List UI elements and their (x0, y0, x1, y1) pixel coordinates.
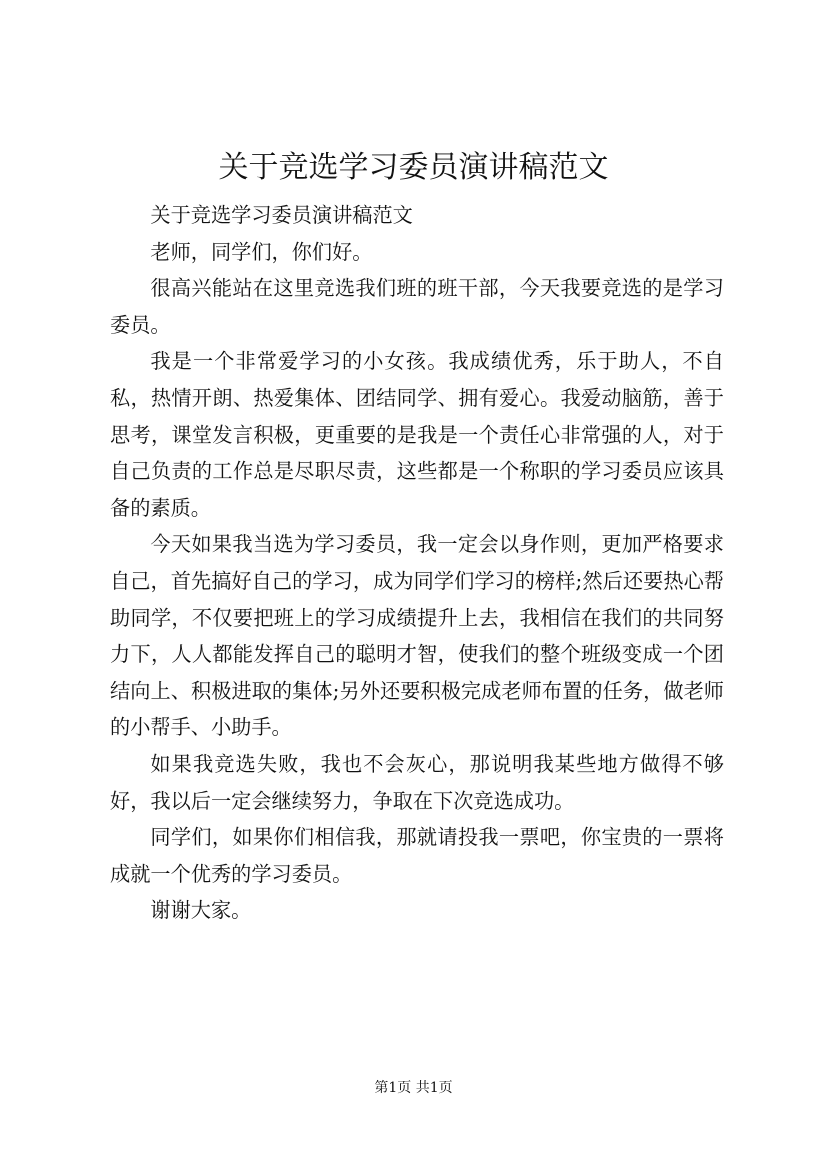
paragraph: 关于竞选学习委员演讲稿范文 (150, 203, 413, 227)
paragraph: 同学们，如果你们相信我，那就请投我一票吧，你宝贵的一票将成就一个优秀的学习委员。 (110, 825, 724, 886)
document-body (110, 197, 724, 929)
paragraph: 如果我竞选失败，我也不会灰心，那说明我某些地方做得不够好，我以后一定会继续努力，争取在下次竞选成功。 (110, 751, 724, 813)
paragraph: 今天如果我当选为学习委员，我一定会以身作则，更加严格要求自己，首先搞好自己的学习，成为同学们学习的榜样;然后还要热心帮助同学，不仅要把班上的学习成绩提升上去，我相信在我们的共同努力下，人人都能发挥自己的聪明才智，使我们的整个班级变成一个团结向上、积极进取的集体;另外还要积极完成老师布置的任务，做老师的小帮手、小助手。 (110, 532, 724, 740)
paragraph: 很高兴能站在这里竞选我们班的班干部，今天我要竞选的是学习委员。 (110, 276, 724, 337)
paragraph: 老师，同学们，你们好。 (150, 239, 373, 264)
document-title: 关于竞选学习委员演讲稿范文 (218, 150, 609, 185)
paragraph: 我是一个非常爱学习的小女孩。我成绩优秀，乐于助人，不自私，热情开朗、热爱集体、团结同学、拥有爱心。我爱动脑筋，善于思考，课堂发言积极，更重要的是我是一个责任心非常强的人，对于自己负责的工作总是尽职尽责，这些都是一个称职的学习委员应该具备的素质。 (110, 349, 724, 520)
page-number-footer: 第1页 共1页 (374, 1080, 453, 1096)
paragraph: 谢谢大家。 (150, 898, 252, 923)
